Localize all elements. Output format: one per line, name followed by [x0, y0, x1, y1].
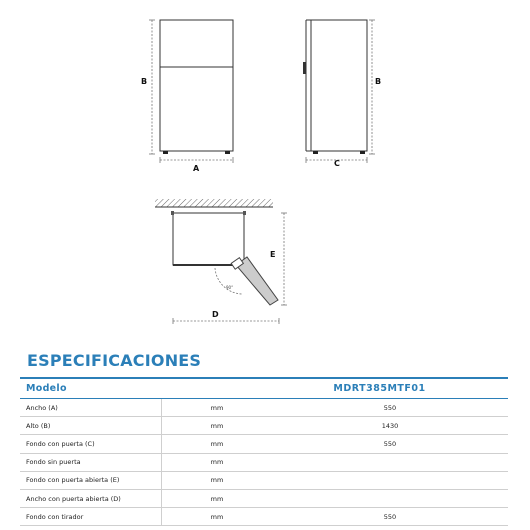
- front-width-label: A: [193, 164, 200, 173]
- row-value: 550: [383, 403, 397, 412]
- row-value: 1430: [381, 421, 399, 430]
- table-header-row: [20, 379, 508, 399]
- table-row: [20, 454, 508, 472]
- row-unit: mm: [210, 512, 224, 521]
- front-view-diagram: [141, 20, 233, 173]
- top-view-diagram: [155, 199, 287, 324]
- model-name: MDRT385MTF01: [333, 383, 426, 394]
- row-value: 550: [383, 512, 397, 521]
- row-unit: mm: [210, 439, 224, 448]
- row-unit: mm: [210, 421, 224, 430]
- angle-label: 90°: [226, 285, 234, 290]
- open-width-label: D: [212, 310, 219, 319]
- table-row: [20, 417, 508, 435]
- model-header-label: Modelo: [26, 383, 67, 394]
- row-label: Fondo sin puerta: [20, 454, 162, 471]
- side-height-label: B: [375, 77, 382, 86]
- side-view-diagram: [303, 20, 381, 168]
- open-depth-label: E: [270, 250, 276, 259]
- table-row: [20, 435, 508, 453]
- row-value: [272, 454, 508, 471]
- row-unit: mm: [210, 403, 224, 412]
- table-row: [20, 490, 508, 508]
- row-label: Fondo con tirador: [20, 508, 162, 525]
- row-unit: mm: [210, 476, 224, 485]
- row-label: Ancho (A): [20, 399, 162, 416]
- table-row: [20, 472, 508, 490]
- row-label: Fondo con puerta abierta (E): [20, 472, 162, 489]
- row-value: [272, 490, 508, 507]
- row-label: Ancho con puerta abierta (D): [20, 490, 162, 507]
- row-unit: mm: [210, 494, 224, 503]
- row-label: Alto (B): [20, 417, 162, 434]
- side-depth-label: C: [334, 159, 340, 168]
- row-unit: mm: [210, 458, 224, 467]
- table-row: [20, 399, 508, 417]
- table-row: [20, 508, 508, 526]
- front-height-label: B: [141, 77, 148, 86]
- row-value: [272, 472, 508, 489]
- row-label: Fondo con puerta (C): [20, 435, 162, 452]
- row-value: 550: [383, 439, 397, 448]
- specifications-title: ESPECIFICACIONES: [27, 351, 202, 370]
- specifications-table: [20, 377, 508, 526]
